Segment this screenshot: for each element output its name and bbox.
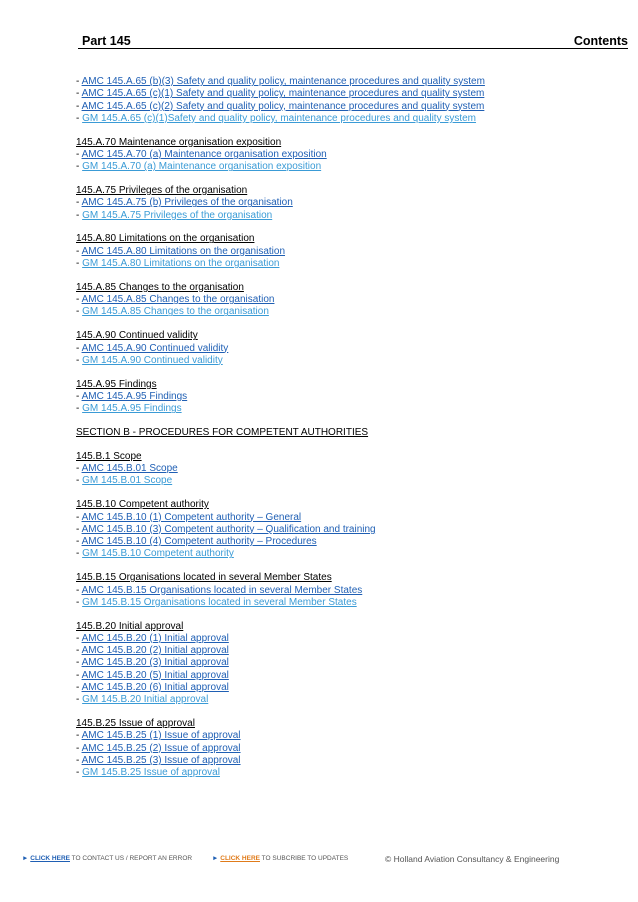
- toc-entry: [76, 101, 626, 113]
- arrow-icon: ►: [22, 855, 29, 862]
- toc-entry: [76, 113, 626, 125]
- amc-link[interactable]: AMC 145.B.10 (4) Competent authority – Procedures: [81, 536, 317, 548]
- contents-link[interactable]: Contents: [573, 34, 628, 48]
- gm-link[interactable]: GM 145.A.80 Limitations on the organisation: [82, 258, 280, 270]
- amc-link[interactable]: AMC 145.B.01 Scope: [81, 463, 178, 475]
- toc-entry: [76, 149, 626, 161]
- amc-link[interactable]: AMC 145.B.20 (1) Initial approval: [81, 632, 229, 644]
- group-spacer: [76, 439, 626, 451]
- bullet-dash: -: [76, 632, 82, 644]
- bullet-dash: -: [76, 536, 82, 548]
- bullet-dash: -: [76, 463, 82, 475]
- gm-link[interactable]: GM 145.B.10 Competent authority: [82, 548, 234, 560]
- bullet-dash: -: [76, 682, 82, 694]
- bullet-dash: -: [76, 669, 82, 681]
- bullet-dash: -: [76, 767, 83, 779]
- toc-group: [76, 499, 626, 560]
- bullet-dash: -: [76, 742, 82, 754]
- toc-entry: [76, 548, 626, 560]
- page-header: [78, 32, 628, 49]
- group-spacer: [76, 125, 626, 137]
- page-footer: [22, 855, 582, 862]
- toc-group: [76, 621, 626, 707]
- document-part-title: Part 145: [82, 34, 131, 48]
- gm-link[interactable]: GM 145.B.15 Organisations located in several Member States: [82, 596, 357, 608]
- toc-group: [76, 427, 626, 439]
- toc-entry: [76, 343, 626, 355]
- bullet-dash: -: [76, 475, 83, 487]
- amc-link[interactable]: AMC 145.B.20 (3) Initial approval: [81, 657, 229, 669]
- toc-entry: [76, 657, 626, 669]
- amc-link[interactable]: AMC 145.A.65 (c)(1) Safety and quality policy, maintenance procedures and quality system: [81, 88, 485, 100]
- toc-entry: [76, 755, 626, 767]
- section-heading-link[interactable]: 145.B.1 Scope: [76, 450, 142, 462]
- amc-link[interactable]: AMC 145.A.95 Findings: [81, 390, 188, 402]
- bullet-dash: -: [76, 755, 82, 767]
- gm-link[interactable]: GM 145.A.90 Continued validity: [82, 354, 223, 366]
- bullet-dash: -: [76, 694, 83, 706]
- toc-entry: [76, 403, 626, 415]
- amc-link[interactable]: AMC 145.B.20 (5) Initial approval: [81, 669, 229, 681]
- bullet-dash: -: [76, 148, 82, 160]
- amc-link[interactable]: AMC 145.A.80 Limitations on the organisation: [81, 245, 286, 257]
- toc-group: [76, 572, 626, 609]
- bullet-dash: -: [76, 645, 82, 657]
- bullet-dash: -: [76, 354, 83, 366]
- toc-entry: [76, 633, 626, 645]
- toc-group: [76, 137, 626, 174]
- bullet-dash: -: [76, 511, 82, 523]
- toc-group: [76, 718, 626, 779]
- amc-link[interactable]: AMC 145.B.25 (2) Issue of approval: [81, 742, 241, 754]
- section-heading-link[interactable]: 145.A.75 Privileges of the organisation: [76, 185, 248, 197]
- toc-entry: [76, 645, 626, 657]
- bullet-dash: -: [76, 100, 82, 112]
- toc-group: [76, 76, 626, 125]
- gm-link[interactable]: GM 145.A.65 (c)(1)Safety and quality policy, maintenance procedures and quality system: [82, 112, 477, 124]
- group-spacer: [76, 707, 626, 719]
- toc-group: [76, 282, 626, 319]
- amc-link[interactable]: AMC 145.A.70 (a) Maintenance organisation exposition: [81, 148, 327, 160]
- toc-group: [76, 330, 626, 367]
- group-spacer: [76, 416, 626, 428]
- bullet-dash: -: [76, 730, 82, 742]
- toc-entry: [76, 391, 626, 403]
- toc-entry: [76, 197, 626, 209]
- gm-link[interactable]: GM 145.B.25 Issue of approval: [82, 767, 220, 779]
- group-spacer: [76, 174, 626, 186]
- bullet-dash: -: [76, 88, 82, 100]
- group-spacer: [76, 561, 626, 573]
- bullet-dash: -: [76, 209, 83, 221]
- bullet-dash: -: [76, 342, 82, 354]
- toc-entry: [76, 306, 626, 318]
- toc-entry: [76, 512, 626, 524]
- footer-contact: [22, 855, 192, 862]
- copyright-notice: © Holland Aviation Consultancy & Engineering: [385, 854, 560, 864]
- subscribe-link[interactable]: CLICK HERE: [220, 855, 260, 862]
- toc-entry: [76, 694, 626, 706]
- toc-entry: [76, 743, 626, 755]
- toc-entry: [76, 597, 626, 609]
- bullet-dash: -: [76, 306, 83, 318]
- amc-link[interactable]: AMC 145.A.85 Changes to the organisation: [81, 294, 275, 306]
- gm-link[interactable]: GM 145.B.01 Scope: [82, 475, 173, 487]
- section-heading-link[interactable]: 145.B.15 Organisations located in several Member States: [76, 572, 332, 584]
- group-spacer: [76, 609, 626, 621]
- bullet-dash: -: [76, 596, 83, 608]
- toc-entry: [76, 730, 626, 742]
- section-heading-link[interactable]: 145.A.95 Findings: [76, 378, 157, 390]
- bullet-dash: -: [76, 523, 82, 535]
- section-heading-link[interactable]: 145.B.20 Initial approval: [76, 620, 184, 632]
- toc-group: [76, 185, 626, 222]
- contact-link[interactable]: CLICK HERE: [30, 855, 70, 862]
- bullet-dash: -: [76, 657, 82, 669]
- contact-text: TO CONTACT US / REPORT AN ERROR: [69, 855, 193, 862]
- section-heading-link[interactable]: 145.B.25 Issue of approval: [76, 718, 195, 730]
- gm-link[interactable]: GM 145.B.20 Initial approval: [82, 694, 209, 706]
- toc-entry: [76, 210, 626, 222]
- toc-entry: [76, 355, 626, 367]
- section-heading-link[interactable]: 145.A.70 Maintenance organisation exposition: [76, 136, 282, 148]
- gm-link[interactable]: GM 145.A.70 (a) Maintenance organisation exposition: [82, 161, 322, 173]
- amc-link[interactable]: AMC 145.A.65 (c)(2) Safety and quality policy, maintenance procedures and quality system: [81, 100, 485, 112]
- toc-entry: [76, 258, 626, 270]
- toc-entry: [76, 88, 626, 100]
- toc-entry: [76, 670, 626, 682]
- group-spacer: [76, 270, 626, 282]
- bullet-dash: -: [76, 403, 83, 415]
- group-spacer: [76, 319, 626, 331]
- amc-link[interactable]: AMC 145.B.10 (3) Competent authority – Qualification and training: [81, 523, 376, 535]
- bullet-dash: -: [76, 112, 83, 124]
- amc-link[interactable]: AMC 145.A.65 (b)(3) Safety and quality policy, maintenance procedures and quality system: [81, 76, 485, 87]
- amc-link[interactable]: AMC 145.A.75 (b) Privileges of the organisation: [81, 197, 293, 209]
- toc-entry: [76, 475, 626, 487]
- toc-entry: [76, 76, 626, 88]
- amc-link[interactable]: AMC 145.B.25 (3) Issue of approval: [81, 755, 241, 767]
- group-spacer: [76, 367, 626, 379]
- bullet-dash: -: [76, 258, 83, 270]
- toc-group: [76, 379, 626, 416]
- toc-entry: [76, 161, 626, 173]
- group-spacer: [76, 488, 626, 500]
- gm-link[interactable]: GM 145.A.75 Privileges of the organisation: [82, 209, 273, 221]
- bullet-dash: -: [76, 161, 83, 173]
- section-heading-link[interactable]: 145.A.80 Limitations on the organisation: [76, 233, 255, 245]
- toc-entry: [76, 524, 626, 536]
- bullet-dash: -: [76, 390, 82, 402]
- bullet-dash: -: [76, 294, 82, 306]
- toc-entry: [76, 682, 626, 694]
- bullet-dash: -: [76, 584, 82, 596]
- toc-entry: [76, 294, 626, 306]
- amc-link[interactable]: AMC 145.B.25 (1) Issue of approval: [81, 730, 241, 742]
- amc-link[interactable]: AMC 145.B.10 (1) Competent authority – General: [81, 511, 302, 523]
- section-heading-link[interactable]: 145.A.85 Changes to the organisation: [76, 281, 244, 293]
- gm-link[interactable]: GM 145.A.95 Findings: [82, 403, 182, 415]
- toc-entry: [76, 463, 626, 475]
- section-heading-link[interactable]: SECTION B - PROCEDURES FOR COMPETENT AUTHORITIES: [76, 427, 369, 439]
- group-spacer: [76, 222, 626, 234]
- gm-link[interactable]: GM 145.A.85 Changes to the organisation: [82, 306, 269, 318]
- section-heading-link[interactable]: 145.A.90 Continued validity: [76, 330, 198, 342]
- amc-link[interactable]: AMC 145.A.90 Continued validity: [81, 342, 229, 354]
- footer-subscribe: [212, 855, 348, 862]
- bullet-dash: -: [76, 197, 82, 209]
- table-of-contents: [76, 76, 626, 780]
- bullet-dash: -: [76, 245, 82, 257]
- amc-link[interactable]: AMC 145.B.20 (6) Initial approval: [81, 682, 229, 694]
- toc-entry: [76, 246, 626, 258]
- subscribe-text: TO SUBCRIBE TO UPDATES: [259, 855, 349, 862]
- toc-entry: [76, 585, 626, 597]
- toc-entry: [76, 767, 626, 779]
- section-heading-link[interactable]: 145.B.10 Competent authority: [76, 499, 209, 511]
- amc-link[interactable]: AMC 145.B.20 (2) Initial approval: [81, 645, 229, 657]
- amc-link[interactable]: AMC 145.B.15 Organisations located in several Member States: [81, 584, 363, 596]
- toc-group: [76, 451, 626, 488]
- bullet-dash: -: [76, 548, 83, 560]
- bullet-dash: -: [76, 76, 82, 87]
- arrow-icon: ►: [212, 855, 219, 862]
- toc-entry: [76, 536, 626, 548]
- toc-group: [76, 233, 626, 270]
